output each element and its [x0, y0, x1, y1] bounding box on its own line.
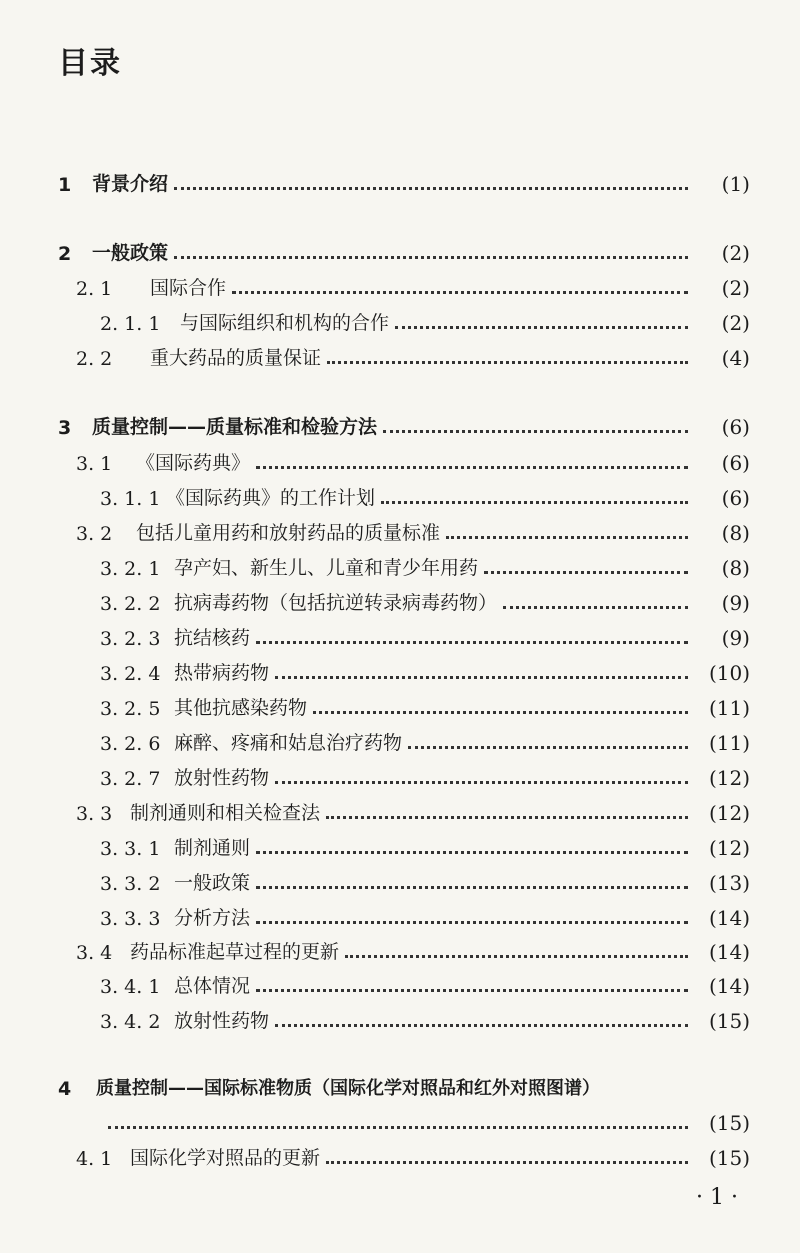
toc-label: 《国际药典》的工作计划 — [166, 487, 376, 509]
toc-page: (12) — [708, 801, 750, 825]
leader-dots — [326, 810, 688, 819]
toc-page: (6) — [721, 486, 750, 510]
toc-number: 3. 2. 4 — [100, 663, 161, 685]
leader-dots — [326, 1155, 688, 1164]
leader-dots — [446, 530, 688, 539]
toc-label: 《国际药典》 — [136, 452, 251, 474]
toc-entry-2-2[interactable] — [0, 338, 800, 370]
leader-dots — [256, 845, 688, 854]
leader-dots — [174, 181, 688, 190]
toc-entry-4-continuation[interactable] — [0, 1103, 800, 1135]
toc-entry-3-3-2[interactable] — [0, 863, 800, 895]
toc-number: 2. 2 — [76, 348, 113, 370]
toc-label: 重大药品的质量保证 — [150, 347, 322, 369]
toc-number: 3. 4. 1 — [100, 976, 161, 998]
toc-page: (4) — [721, 346, 750, 370]
toc-page: (2) — [721, 241, 750, 265]
toc-number: 3. 1 — [76, 453, 113, 475]
leader-dots — [256, 915, 688, 924]
toc-entry-1[interactable] — [0, 164, 800, 196]
toc-number: 4. 1 — [76, 1148, 113, 1170]
toc-number: 3. 2. 2 — [100, 593, 161, 615]
toc-entry-3[interactable] — [0, 407, 800, 439]
page-number: · 1 · — [696, 1185, 738, 1210]
toc-number: 2 — [58, 243, 72, 265]
toc-page: (12) — [708, 766, 750, 790]
toc-page: (14) — [708, 974, 750, 998]
toc-entry-3-1[interactable] — [0, 443, 800, 475]
toc-label: 背景介绍 — [92, 173, 169, 195]
toc-label: 分析方法 — [174, 907, 251, 929]
toc-number: 3. 4 — [76, 942, 113, 964]
toc-number: 3. 2. 3 — [100, 628, 161, 650]
toc-label: 一般政策 — [174, 872, 251, 894]
toc-page: (8) — [721, 521, 750, 545]
toc-number: 3. 4. 2 — [100, 1011, 161, 1033]
toc-page: (9) — [721, 591, 750, 615]
toc-entry-3-2-2[interactable] — [0, 583, 800, 615]
toc-entry-3-3-3[interactable] — [0, 898, 800, 930]
toc-number: 3. 2 — [76, 523, 113, 545]
leader-dots — [313, 705, 688, 714]
leader-dots — [256, 460, 688, 469]
toc-number: 3. 2. 1 — [100, 558, 161, 580]
toc-label: 抗结核药 — [174, 627, 251, 649]
leader-dots — [256, 635, 688, 644]
toc-entry-3-2-1[interactable] — [0, 548, 800, 580]
leader-dots — [275, 775, 688, 784]
leader-dots — [275, 670, 688, 679]
toc-number: 3. 2. 5 — [100, 698, 161, 720]
leader-dots — [275, 1018, 688, 1027]
toc-entry-3-2-7[interactable] — [0, 758, 800, 790]
toc-number: 3. 3. 2 — [100, 873, 161, 895]
toc-entry-4-1[interactable] — [0, 1138, 800, 1170]
toc-page: (6) — [721, 451, 750, 475]
toc-label: 放射性药物 — [174, 767, 270, 789]
leader-dots — [174, 250, 688, 259]
toc-page: (2) — [721, 276, 750, 300]
toc-entry-3-4-1[interactable] — [0, 966, 800, 998]
toc-page: (13) — [708, 871, 750, 895]
toc-page: (10) — [708, 661, 750, 685]
toc-label: 国际化学对照品的更新 — [130, 1147, 321, 1169]
toc-number: 3 — [58, 417, 72, 439]
toc-label: 国际合作 — [150, 277, 227, 299]
toc-label: 放射性药物 — [174, 1010, 270, 1032]
leader-dots — [381, 495, 688, 504]
page-title: 目录 — [58, 46, 122, 81]
toc-label: 质量控制——国际标准物质（国际化学对照品和红外对照图谱） — [96, 1078, 600, 1099]
toc-label: 其他抗感染药物 — [174, 697, 308, 719]
toc-entry-2-1-1[interactable] — [0, 303, 800, 335]
toc-number: 3. 1. 1 — [100, 488, 161, 510]
leader-dots — [327, 355, 688, 364]
toc-label: 抗病毒药物（包括抗逆转录病毒药物） — [174, 592, 498, 614]
toc-number: 3. 2. 6 — [100, 733, 161, 755]
leader-dots — [408, 740, 688, 749]
leader-dots — [383, 424, 688, 433]
toc-label: 一般政策 — [92, 242, 169, 264]
leader-dots — [256, 983, 688, 992]
toc-number: 3. 2. 7 — [100, 768, 161, 790]
toc-page: (1) — [721, 172, 750, 196]
toc-label: 麻醉、疼痛和姑息治疗药物 — [174, 732, 403, 754]
toc-entry-3-1-1[interactable] — [0, 478, 800, 510]
toc-entry-3-2-5[interactable] — [0, 688, 800, 720]
toc-page: (11) — [708, 731, 750, 755]
toc-number: 2. 1. 1 — [100, 313, 161, 335]
toc-page: (15) — [708, 1111, 750, 1135]
toc-label: 热带病药物 — [174, 662, 270, 684]
toc-entry-3-2-4[interactable] — [0, 653, 800, 685]
toc-entry-3-2-3[interactable] — [0, 618, 800, 650]
toc-page: (8) — [721, 556, 750, 580]
toc-entry-4[interactable] — [0, 1068, 800, 1100]
toc-label: 制剂通则和相关检查法 — [130, 802, 321, 824]
toc-entry-3-3-1[interactable] — [0, 828, 800, 860]
toc-page: (14) — [708, 940, 750, 964]
toc-number: 3. 3. 1 — [100, 838, 161, 860]
toc-label: 孕产妇、新生儿、儿童和青少年用药 — [174, 557, 479, 579]
toc-entry-3-4-2[interactable] — [0, 1001, 800, 1033]
leader-dots — [232, 285, 688, 294]
toc-label: 包括儿童用药和放射药品的质量标准 — [136, 522, 441, 544]
toc-page: (15) — [708, 1009, 750, 1033]
toc-label: 质量控制——质量标准和检验方法 — [92, 416, 378, 438]
leader-dots — [256, 880, 688, 889]
leader-dots — [484, 565, 688, 574]
toc-page: (12) — [708, 836, 750, 860]
toc-entry-3-2[interactable] — [0, 513, 800, 545]
toc-entry-2[interactable] — [0, 233, 800, 265]
toc-number: 3. 3. 3 — [100, 908, 161, 930]
toc-page: (2) — [721, 311, 750, 335]
toc-label: 制剂通则 — [174, 837, 251, 859]
toc-entry-3-2-6[interactable] — [0, 723, 800, 755]
toc-entry-3-4[interactable] — [0, 932, 800, 964]
leader-dots — [395, 320, 688, 329]
toc-number: 3. 3 — [76, 803, 113, 825]
leader-dots — [108, 1120, 688, 1129]
toc-label: 与国际组织和机构的合作 — [180, 312, 390, 334]
toc-number: 1 — [58, 174, 72, 196]
toc-number: 2. 1 — [76, 278, 113, 300]
leader-dots — [345, 949, 688, 958]
toc-number: 4 — [58, 1078, 72, 1100]
toc-label: 总体情况 — [174, 975, 251, 997]
toc-entry-2-1[interactable] — [0, 268, 800, 300]
toc-page: (6) — [721, 415, 750, 439]
toc-entry-3-3[interactable] — [0, 793, 800, 825]
toc-page: (9) — [721, 626, 750, 650]
toc-page: (14) — [708, 906, 750, 930]
leader-dots — [503, 600, 688, 609]
toc-label: 药品标准起草过程的更新 — [130, 941, 340, 963]
toc-page: (11) — [708, 696, 750, 720]
toc-page: (15) — [708, 1146, 750, 1170]
